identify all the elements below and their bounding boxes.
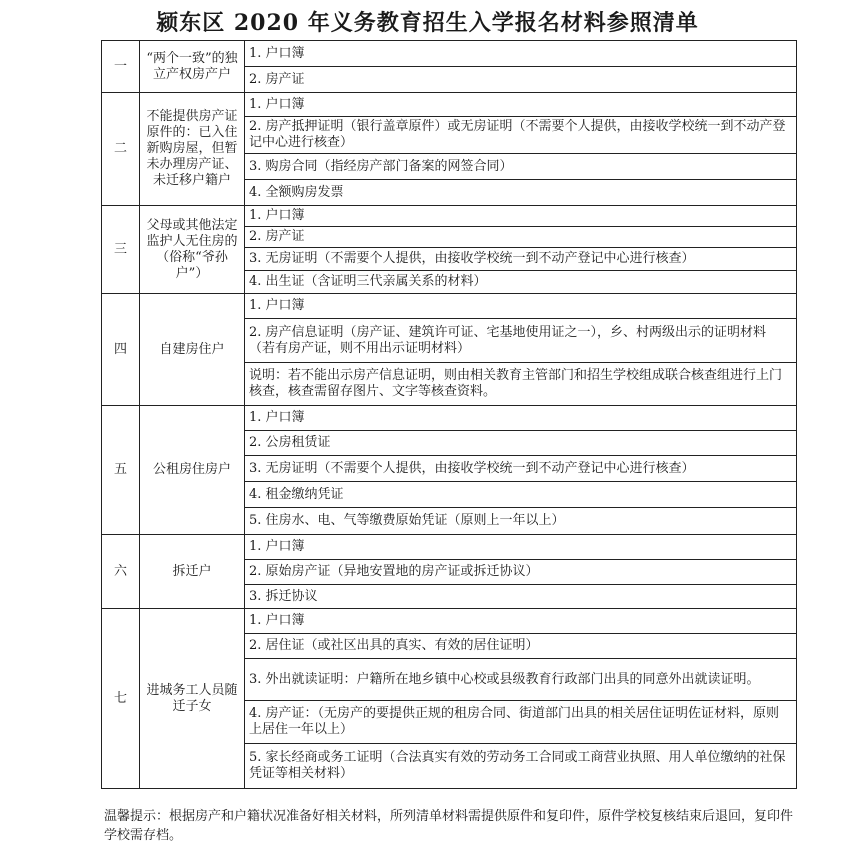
material-item: 4. 租金缴纳凭证 — [245, 482, 797, 508]
page-title: 颍东区 2020 年义务教育招生入学报名材料参照清单 — [156, 10, 699, 36]
material-item: 1. 户口簿 — [245, 535, 797, 560]
section-number: 三 — [102, 206, 140, 294]
household-category: 自建房住户 — [140, 294, 245, 406]
material-item: 3. 外出就读证明：户籍所在地乡镇中心校或县级教育行政部门出具的同意外出就读证明。 — [245, 659, 797, 701]
household-category: 不能提供房产证原件的：已入住新购房屋，但暂未办理房产证、未迁移户籍户 — [140, 93, 245, 206]
material-item: 2. 居住证（或社区出具的真实、有效的居住证明） — [245, 634, 797, 659]
section-number: 七 — [102, 609, 140, 789]
material-item: 1. 户口簿 — [245, 41, 797, 67]
materials-table — [101, 40, 797, 789]
material-item: 1. 户口簿 — [245, 294, 797, 319]
material-item: 3. 拆迁协议 — [245, 585, 797, 609]
table-row — [102, 41, 797, 67]
material-item: 说明：若不能出示房产信息证明，则由相关教育主管部门和招生学校组成联合核查组进行上门核查，核查需留存图片、文字等核查资料。 — [245, 363, 797, 406]
table-row — [102, 294, 797, 319]
household-category: 父母或其他法定监护人无住房的（俗称“爷孙户”） — [140, 206, 245, 294]
material-item: 4. 出生证（含证明三代亲属关系的材料） — [245, 271, 797, 294]
section-number: 五 — [102, 406, 140, 535]
material-item: 2. 房产抵押证明（银行盖章原件）或无房证明（不需要个人提供，由接收学校统一到不动产登记中心进行核查） — [245, 117, 797, 154]
material-item: 2. 房产证 — [245, 67, 797, 93]
material-item: 5. 家长经商或务工证明（合法真实有效的劳动务工合同或工商营业执照、用人单位缴纳的社保凭证等相关材料） — [245, 744, 797, 789]
material-item: 2. 房产信息证明（房产证、建筑许可证、宅基地使用证之一），乡、村两级出示的证明材料（若有房产证，则不用出示证明材料） — [245, 319, 797, 363]
material-item: 1. 户口簿 — [245, 206, 797, 227]
footnote: 温馨提示：根据房产和户籍状况准备好相关材料，所列清单材料需提供原件和复印件，原件学校复核结束后退回，复印件学校需存档。 — [104, 809, 794, 843]
table-row — [102, 406, 797, 431]
table-row — [102, 535, 797, 560]
household-category: 拆迁户 — [140, 535, 245, 609]
material-item: 3. 无房证明（不需要个人提供，由接收学校统一到不动产登记中心进行核查） — [245, 456, 797, 482]
table-row — [102, 93, 797, 117]
section-number: 四 — [102, 294, 140, 406]
household-category: 公租房住房户 — [140, 406, 245, 535]
table-row — [102, 609, 797, 634]
material-item: 2. 房产证 — [245, 227, 797, 248]
section-number: 一 — [102, 41, 140, 93]
material-item: 1. 户口簿 — [245, 609, 797, 634]
household-category: “两个一致”的独立产权房产户 — [140, 41, 245, 93]
material-item: 2. 公房租赁证 — [245, 431, 797, 456]
material-item: 1. 户口簿 — [245, 406, 797, 431]
material-item: 4. 全额购房发票 — [245, 180, 797, 206]
table-row — [102, 206, 797, 227]
section-number: 二 — [102, 93, 140, 206]
material-item: 5. 住房水、电、气等缴费原始凭证（原则上一年以上） — [245, 508, 797, 535]
material-item: 3. 无房证明（不需要个人提供，由接收学校统一到不动产登记中心进行核查） — [245, 248, 797, 271]
material-item: 4. 房产证：（无房产的要提供正规的租房合同、街道部门出具的相关居住证明佐证材料，原则上居住一年以上） — [245, 701, 797, 744]
section-number: 六 — [102, 535, 140, 609]
household-category: 进城务工人员随迁子女 — [140, 609, 245, 789]
material-item: 3. 购房合同（指经房产部门备案的网签合同） — [245, 154, 797, 180]
material-item: 2. 原始房产证（异地安置地的房产证或拆迁协议） — [245, 560, 797, 585]
material-item: 1. 户口簿 — [245, 93, 797, 117]
